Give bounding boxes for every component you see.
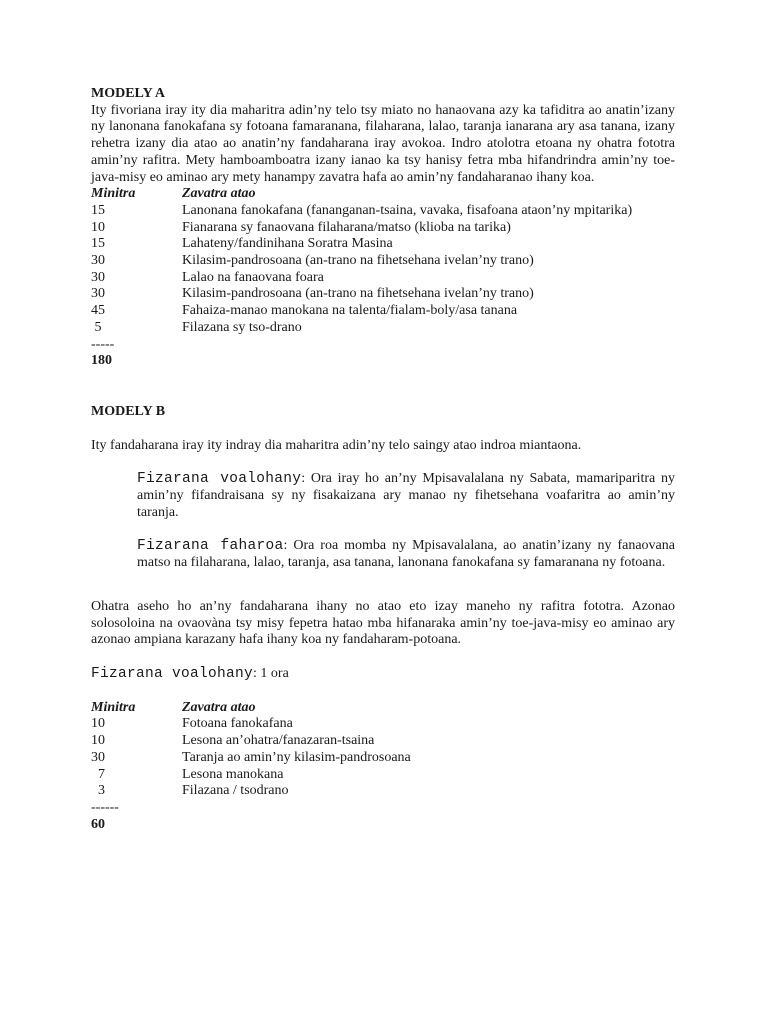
minutes-cell: 15 <box>91 236 105 252</box>
table-row <box>91 203 675 220</box>
table-header <box>91 186 675 203</box>
activity-cell: Lahateny/fandinihana Soratra Masina <box>182 236 393 252</box>
table-row <box>91 236 675 253</box>
activity-cell: Lesona manokana <box>182 766 284 782</box>
table-row <box>91 303 675 320</box>
table-row <box>91 750 675 767</box>
part-one-text: : Ora iray ho an’ny Mpisavalalana ny Sabata, mamariparitra ny amin’ny fifandraisana sy ny fisakaizana ary manao ny fihetsehana voafaritra ao amin’ny taranja. <box>137 471 675 520</box>
minutes-cell: 5 <box>91 319 102 335</box>
total-minutes: 60 <box>91 816 105 832</box>
activity-cell: Lalao na fanaovana foara <box>182 269 324 285</box>
minutes-header: Minitra <box>91 186 136 202</box>
activity-header: Zavatra atao <box>182 699 256 715</box>
minutes-header: Minitra <box>91 699 136 715</box>
part-one-description <box>137 471 675 521</box>
minutes-cell: 30 <box>91 269 105 285</box>
minutes-cell: 15 <box>91 202 105 218</box>
minutes-cell: 30 <box>91 749 105 765</box>
total-minutes: 180 <box>91 353 112 369</box>
part-two-description <box>137 538 675 571</box>
table-row <box>91 270 675 287</box>
model-a-schedule-table <box>91 186 675 370</box>
session-label: Fizarana voalohany <box>91 665 254 682</box>
activity-cell: Lanonana fanokafana (fananganan-tsaina, vavaka, fisafoana ataon’ny mpitarika) <box>182 202 633 218</box>
part-two-label: Fizarana faharoa <box>137 538 284 555</box>
table-header <box>91 700 675 717</box>
minutes-cell: 45 <box>91 303 105 319</box>
activity-cell: Fahaiza-manao manokana na talenta/fialam-boly/asa tanana <box>182 303 518 319</box>
model-b-title: MODELY B <box>91 403 166 419</box>
model-b-note: Ohatra aseho ho an’ny fandaharana ihany no atao eto izay maneho ny rafitra fototra. Azonao solosoloina na ovaovàna tsy misy fepetra hatao mba hifanaraka amin’ny toe-java-misy eo aminao ary azonao ampiana karazany hafa ihany koa ny fandaharam-potoana. <box>91 598 675 648</box>
model-b-intro: Ity fandaharana iray ity indray dia maharitra adin’ny telo saingy atao indroa miantaona. <box>91 437 582 453</box>
minutes-cell: 10 <box>91 219 105 235</box>
table-row <box>91 716 675 733</box>
table-row <box>91 733 675 750</box>
activity-cell: Lesona an’ohatra/fanazaran-tsaina <box>182 733 375 749</box>
session-duration: : 1 ora <box>253 665 289 681</box>
activity-cell: Fianarana sy fanaovana filaharana/matso (klioba na tarika) <box>182 219 511 235</box>
activity-cell: Kilasim-pandrosoana (an-trano na fihetsehana ivelan’ny trano) <box>182 286 534 302</box>
table-row <box>91 253 675 270</box>
activity-cell: Kilasim-pandrosoana (an-trano na fihetsehana ivelan’ny trano) <box>182 253 534 269</box>
minutes-cell: 30 <box>91 286 105 302</box>
table-row <box>91 220 675 237</box>
part-one-label: Fizarana voalohany <box>137 471 302 488</box>
total-divider: ----- <box>91 336 115 352</box>
model-a-intro: Ity fivoriana iray ity dia maharitra adin’ny telo tsy miato no hanaovana azy ka tafiditra ao anatin’izany ny lanonana fanokafana sy fotoana famaranana, filaharana, lalao, taranja ianarana ary asa tanana, izany rehetra izany dia atao ao anatin’ny fandaharana iray avokoa. Indro atolotra etoana ny ohatra fototra amin’ny rafitra. Mety hamboamboatra izany ianao ka tsy hanisy fetra mba hifandrindra amin’ny toe-java-misy eo aminao ary mety hanampy zavatra hafa ao amin’ny fandaharanao ihany koa. <box>91 102 675 185</box>
activity-cell: Filazana sy tso-drano <box>182 319 302 335</box>
minutes-cell: 7 <box>91 766 105 782</box>
total-divider: ------ <box>91 799 119 815</box>
activity-cell: Taranja ao amin’ny kilasim-pandrosoana <box>182 749 411 765</box>
document-page <box>91 86 675 833</box>
minutes-cell: 3 <box>91 783 105 799</box>
model-a-title: MODELY A <box>91 86 166 101</box>
activity-cell: Fotoana fanokafana <box>182 716 293 732</box>
session-line <box>91 666 675 683</box>
table-row <box>91 783 675 800</box>
minutes-cell: 30 <box>91 253 105 269</box>
activity-cell: Filazana / tsodrano <box>182 783 289 799</box>
table-row <box>91 320 675 337</box>
table-row <box>91 286 675 303</box>
minutes-cell: 10 <box>91 733 105 749</box>
minutes-cell: 10 <box>91 716 105 732</box>
part-two-text: : Ora roa momba ny Mpisavalalana, ao anatin’izany ny fanaovana matso na filaharana, lalao, taranja, asa tanana, lanonana fanokafana sy famaranana ny fotoana. <box>137 538 675 571</box>
model-b-schedule-table <box>91 700 675 834</box>
table-row <box>91 767 675 784</box>
activity-header: Zavatra atao <box>182 186 256 202</box>
